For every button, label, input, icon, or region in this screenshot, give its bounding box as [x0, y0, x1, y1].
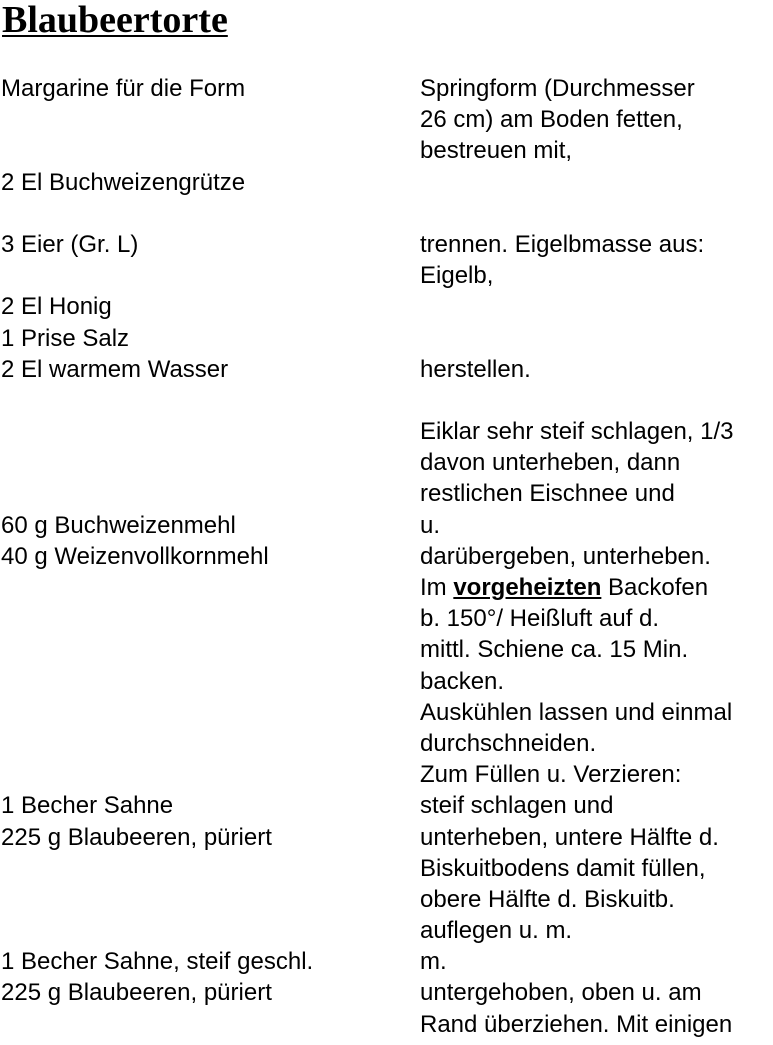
instruction-line: Springform (Durchmesser [420, 75, 695, 102]
ingredient-line [1, 728, 411, 759]
ingredient-line [1, 260, 411, 291]
instruction-line: Eiklar sehr steif schlagen, 1/3 [420, 418, 734, 446]
instruction-line [420, 291, 773, 322]
instruction-line: Eigelb, [420, 262, 494, 290]
instruction-line: Zum Füllen u. Verzieren: [420, 761, 682, 789]
ingredient-line: 2 El warmem Wasser [1, 355, 229, 383]
instruction-line: herstellen. [420, 355, 531, 383]
ingredient-line: 3 Eier (Gr. L) [1, 230, 139, 258]
ingredient-line [1, 572, 411, 603]
ingredient-line [1, 759, 411, 790]
instruction-line: backen. [420, 667, 505, 695]
instruction-line [420, 323, 773, 354]
instruction-line: u. [420, 511, 441, 539]
instruction-text: Backofen [601, 574, 709, 601]
instruction-line: Biskuitbodens damit füllen, [420, 854, 706, 882]
instruction-text: Im [420, 574, 454, 601]
instruction-line [420, 167, 773, 198]
ingredient-line [1, 666, 411, 697]
instruction-line: restlichen Eischnee und [420, 480, 675, 508]
instruction-line-oven [420, 572, 773, 603]
instruction-line: steif schlagen und [420, 792, 614, 820]
instruction-line: unterheben, untere Hälfte d. [420, 823, 719, 851]
ingredient-line [1, 135, 411, 166]
instruction-line: bestreuen mit, [420, 137, 573, 165]
ingredient-line [1, 853, 411, 884]
ingredient-line [1, 1009, 411, 1040]
instruction-line [420, 385, 773, 416]
instruction-line: darübergeben, unterheben. [420, 542, 711, 570]
ingredient-line: 1 Becher Sahne [1, 792, 174, 820]
ingredient-line [1, 915, 411, 946]
ingredient-line [1, 416, 411, 447]
ingredient-line [1, 603, 411, 634]
ingredient-line [1, 385, 411, 416]
instruction-line: obere Hälfte d. Biskuitb. [420, 885, 675, 913]
instruction-line: untergehoben, oben u. am [420, 979, 702, 1007]
ingredients-column [1, 73, 411, 1040]
ingredient-line: 60 g Buchweizenmehl [1, 511, 236, 539]
instructions-column [420, 73, 773, 1040]
ingredient-line [1, 104, 411, 135]
instruction-line: b. 150°/ Heißluft auf d. [420, 605, 660, 633]
instruction-line: davon unterheben, dann [420, 449, 681, 477]
ingredient-line: 1 Prise Salz [1, 324, 130, 352]
ingredient-line [1, 884, 411, 915]
ingredient-line [1, 634, 411, 665]
ingredient-line: 40 g Weizenvollkornmehl [1, 542, 269, 570]
instruction-line: durchschneiden. [420, 729, 597, 757]
ingredient-line: 2 El Honig [1, 293, 112, 321]
ingredient-line [1, 697, 411, 728]
ingredient-line: 1 Becher Sahne, steif geschl. [1, 948, 314, 976]
ingredient-line: 225 g Blaubeeren, püriert [1, 823, 272, 851]
instruction-line: 26 cm) am Boden fetten, [420, 106, 683, 134]
instruction-line: auflegen u. m. [420, 917, 573, 945]
ingredient-line [1, 478, 411, 509]
preheated-emphasis: vorgeheizten [453, 574, 602, 601]
ingredient-line: 2 El Buchweizengrütze [1, 168, 246, 196]
instruction-line [420, 198, 773, 229]
ingredient-line: 225 g Blaubeeren, püriert [1, 979, 272, 1007]
instruction-line: trennen. Eigelbmasse aus: [420, 230, 705, 258]
ingredient-line [1, 198, 411, 229]
recipe-title: Blaubeertorte [2, 0, 228, 41]
instruction-line: Rand überziehen. Mit einigen [420, 1010, 733, 1038]
instruction-line: m. [420, 948, 447, 976]
instruction-line: Auskühlen lassen und einmal [420, 698, 733, 726]
ingredient-line: Margarine für die Form [1, 75, 246, 102]
ingredient-line [1, 447, 411, 478]
instruction-line: mittl. Schiene ca. 15 Min. [420, 636, 689, 664]
